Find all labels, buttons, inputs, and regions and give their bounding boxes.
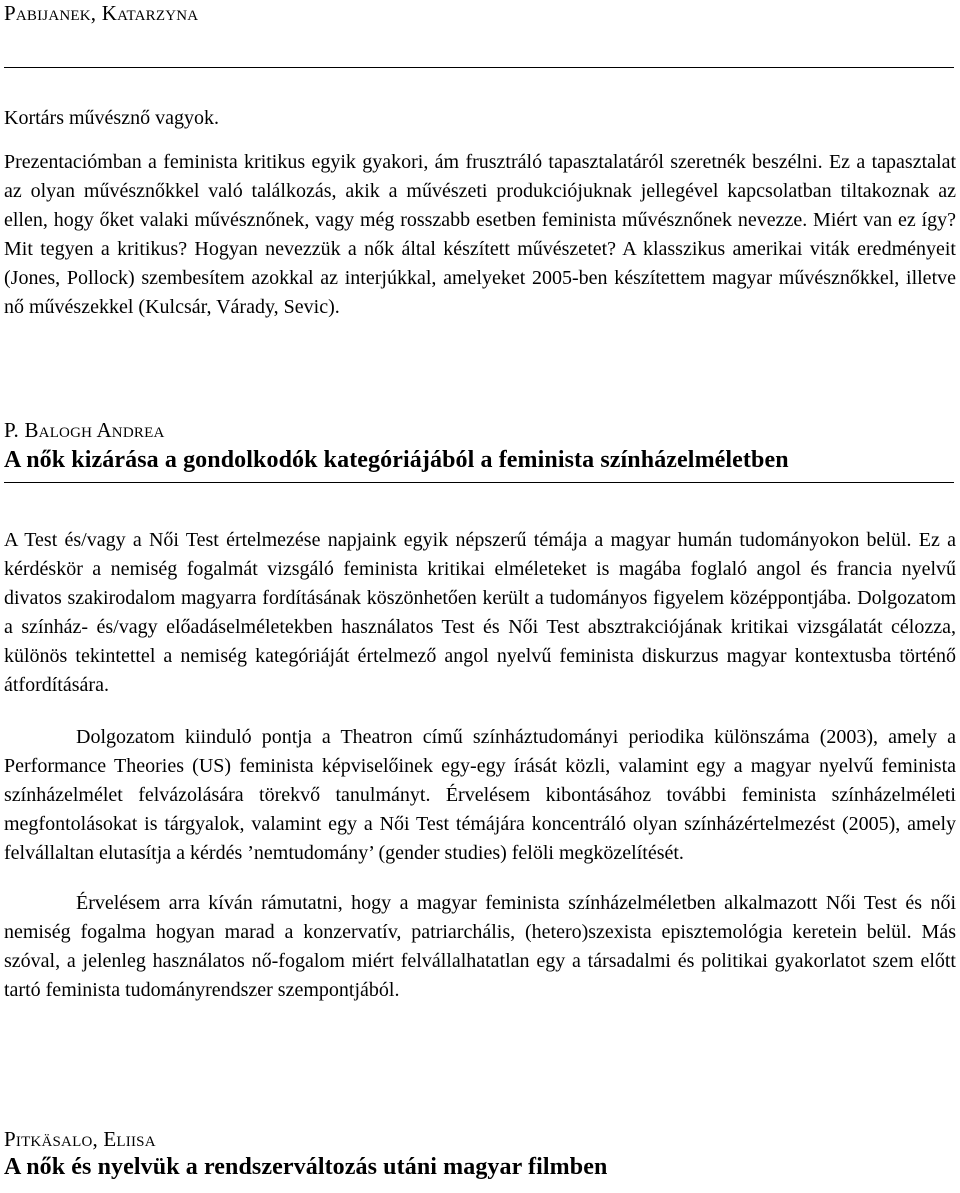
author-pitkasalo: Pitkäsalo, Eliisa: [4, 1127, 156, 1151]
section1-body: Prezentaciómban a feminista kritikus egyik gyakori, ám frusztráló tapasztalatáról szeretnék beszélni. Ez a tapasztalat az olyan művésznőkkel való találkozás, akik a művészeti produkciójuknak jellegével kapcsolatban tiltakoznak az ellen, hogy őket valaki művésznőnek, vagy még rosszabb esetben feminista művésznőnek nevezze. Miért van ez így? Mit tegyen a kritikus? Hogyan nevezzük a nők által készített művészetet? A klasszikus amerikai viták eredményeit (Jones, Pollock) szembesítem azokkal az interjúkkal, amelyeket 2005-ben készítettem magyar művésznőkkel, illetve nő művészekkel (Kulcsár, Várady, Sevic).: [4, 151, 956, 318]
author-balogh: P. Balogh Andrea: [4, 418, 165, 442]
author-pabijanek: Pabijanek, Katarzyna: [4, 1, 199, 25]
section-divider-1: [4, 67, 954, 68]
section2-paragraph-2: Dolgozatom kiinduló pontja a Theatron című színháztudományi periodika különszáma (2003), amely a Performance Theories (US) feminista képviselőinek egy-egy írását közli, valamint egy a magyar nyelvű feminista színházelmélet felvázolására törekvő tanulmányt. Érvelésem kibontásához további feminista színházelméleti megfontolásokat is tárgyalok, valamint egy a Női Test témájára koncentráló olyan színházértelmezést (2005), amely felvállaltan elutasítja a kérdés ’nemtudomány’ (gender studies) felöli megközelítését.: [4, 726, 956, 864]
section2-title: A nők kizárása a gondolkodók kategóriájából a feminista színházelméletben: [4, 447, 789, 473]
section1-subtitle: Kortárs művésznő vagyok.: [4, 107, 219, 129]
section-divider-2: [4, 482, 954, 483]
section2-paragraph-3: Érvelésem arra kíván rámutatni, hogy a magyar feminista színházelméletben alkalmazott Női Test és női nemiség fogalma hogyan marad a konzervatív, patriarchális, (hetero)szexista episztemológia keretein belül. Más szóval, a jelenleg használatos nő-fogalom miért felvállalhatatlan egy a társadalmi és politikai gyakorlatot szem előtt tartó feminista tudományrendszer szempontjából.: [4, 892, 956, 1001]
section2-paragraph-1: A Test és/vagy a Női Test értelmezése napjaink egyik népszerű témája a magyar humán tudományokon belül. Ez a kérdéskör a nemiség fogalmát vizsgáló feminista kritikai elméleteket is magába foglaló angol és francia nyelvű divatos szakirodalom magyarra fordításának köszönhetően került a tudományos figyelem középpontjába. Dolgozatom a színház- és/vagy előadáselméletekben használatos Test és Női Test absztrakciójának kritikai vizsgálatát célozza, különös tekintettel a nemiség kategóriáját értelmező angol nyelvű feminista diskurzus magyar kontextusba történő átfordítására.: [4, 529, 956, 696]
section3-title: A nők és nyelvük a rendszerváltozás utáni magyar filmben: [4, 1154, 608, 1180]
